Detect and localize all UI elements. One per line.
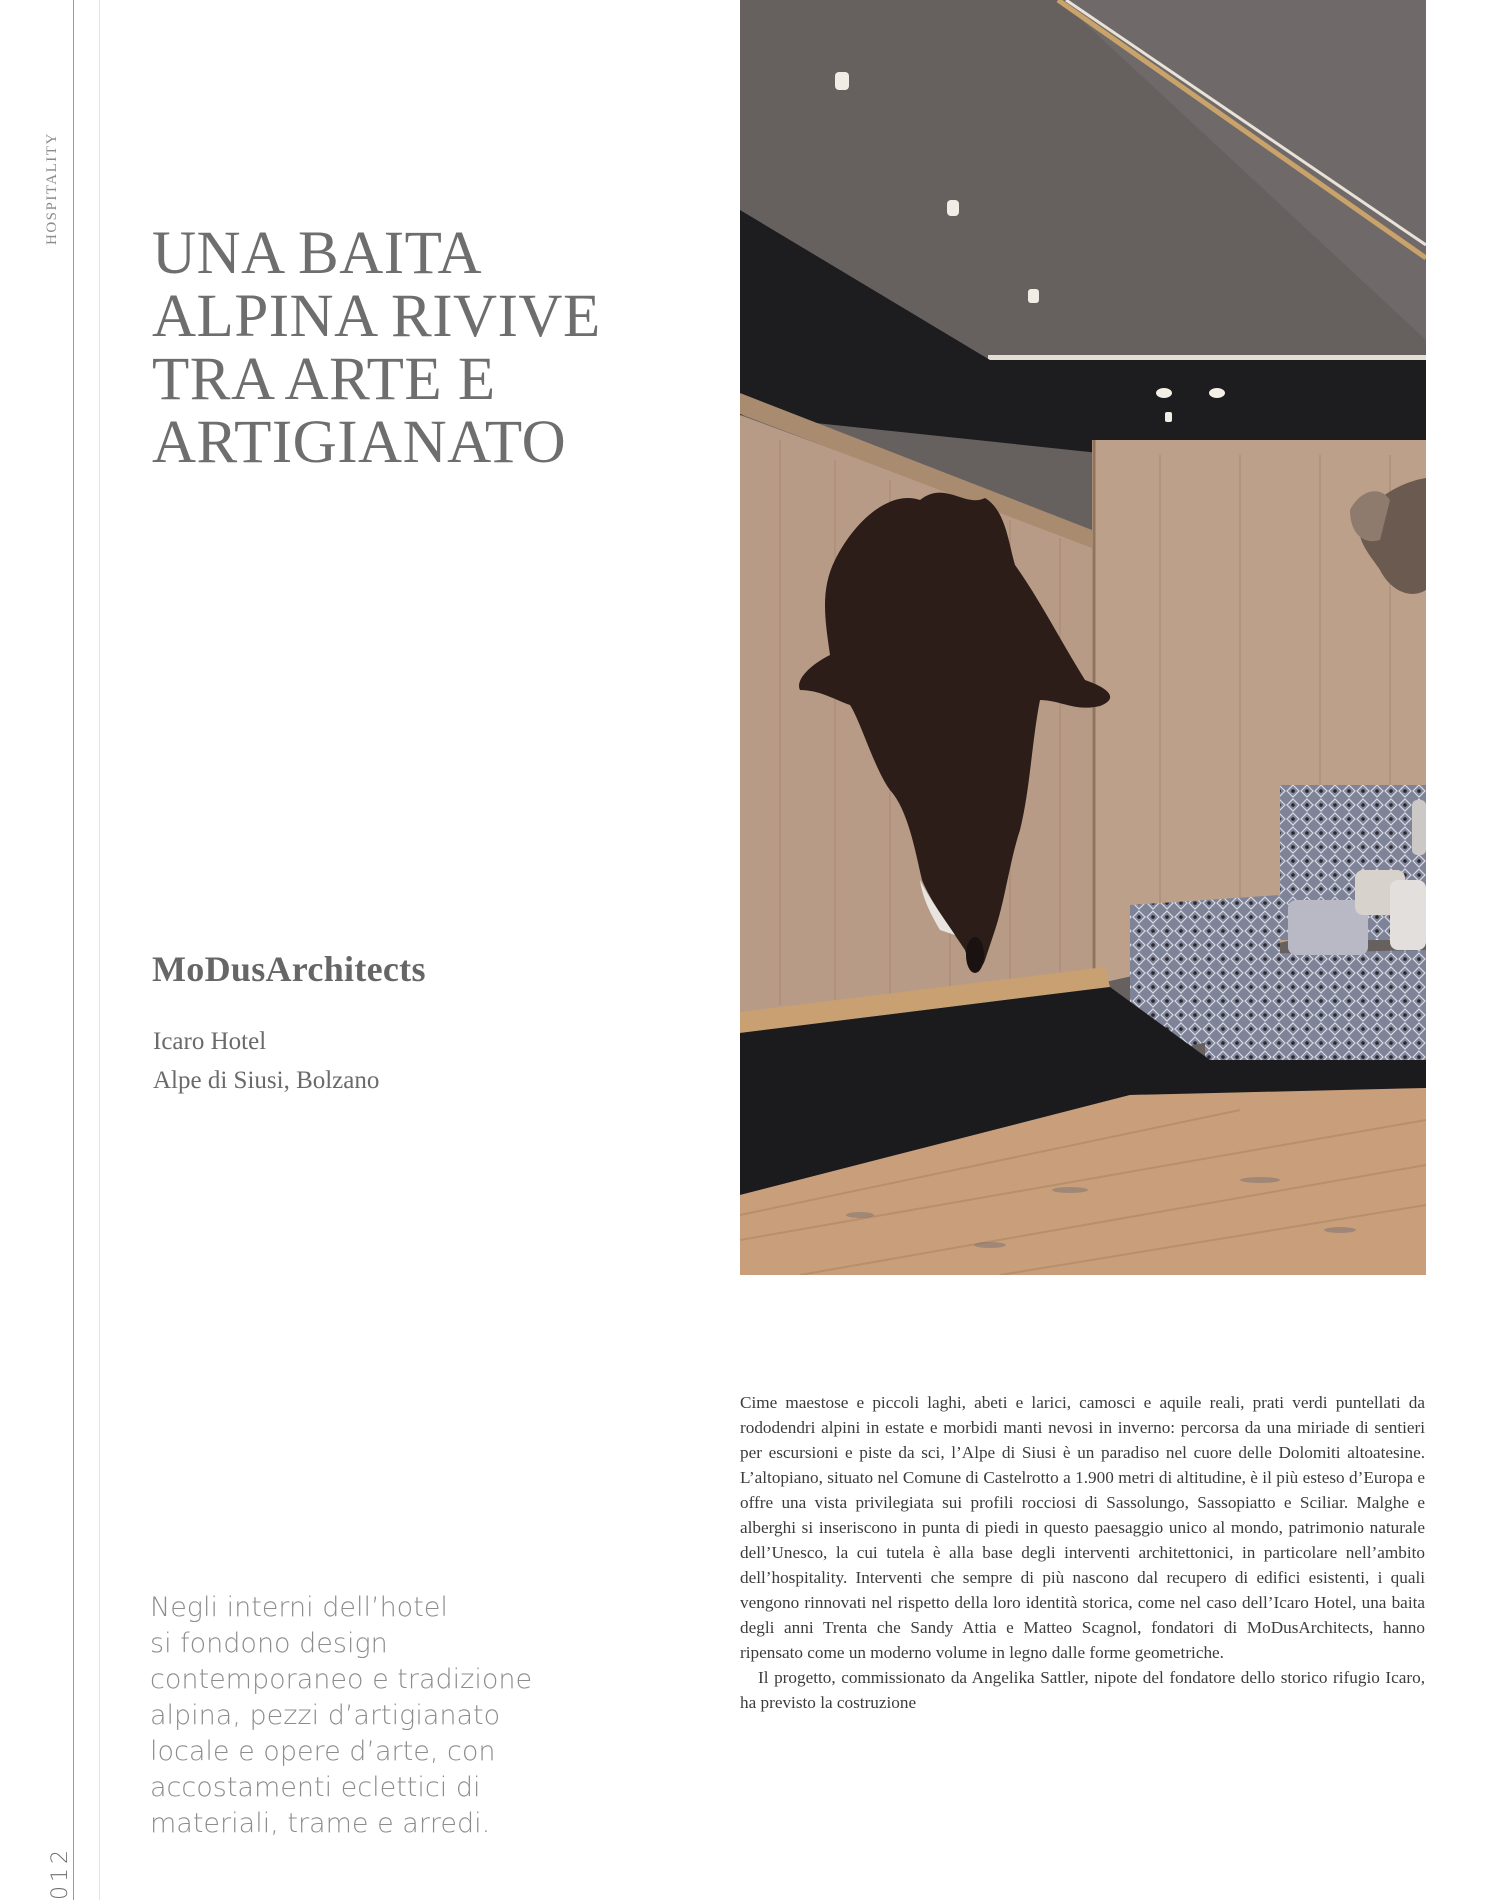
body-paragraph: Il progetto, commissionato da Angelika Sattler, nipote del fondatore dello storico rifugio Icaro, ha previsto la costruzione	[740, 1668, 1425, 1712]
pullquote-line: accostamenti eclettici di	[150, 1772, 481, 1803]
margin-rule	[73, 0, 74, 1900]
pullquote	[150, 1590, 590, 1842]
section-label: HOSPITALITY	[44, 132, 60, 245]
body-paragraph: Cime maestose e piccoli laghi, abeti e larici, camosci e aquile reali, prati verdi puntellati da rododendri alpini in estate e morbidi manti nevosi in inverno: percorsa da una miriade di sentieri per escursioni e piste da sci, l’Alpe di Siusi è un paradiso nel cuore delle Dolomiti altoatesine. L’altopiano, situato nel Comune di Castelrotto a 1.900 metri di altitudine, è il più esteso d’Europa e offre una vista privilegiata sui profili rocciosi di Sassolungo, Sassopiatto e Sciliar. Malghe e alberghi si inseriscono in punta di piedi in questo paesaggio unico al mondo, patrimonio naturale dell’Unesco, la cui tutela è alla base degli interventi architettonici, in particolare nell’ambito dell’hospitality. Interventi che sempre di più nascono dal recupero di edifici esistenti, i quali vengono rinnovati nel rispetto della loro identità storica, come nel caso dell’Icaro Hotel, una baita degli anni Trenta che Sandy Attia e Matteo Scagnol, fondatori di MoDusArchitects, hanno ripensato come un moderno volume in legno dalle forme geometriche.	[740, 1393, 1425, 1662]
interior-photo	[740, 0, 1426, 1275]
project-location: Alpe di Siusi, Bolzano	[153, 1067, 380, 1094]
pullquote-line: si fondono design	[150, 1628, 388, 1659]
page-number: 012	[48, 1846, 73, 1900]
pullquote-line: locale e opere d’arte, con	[150, 1736, 496, 1767]
pullquote-line: Negli interni dell’hotel	[150, 1592, 448, 1623]
margin-rule-secondary	[99, 0, 100, 1900]
title-line: TRA ARTE E	[152, 346, 496, 413]
title-line: UNA BAITA	[152, 220, 483, 287]
article-title	[152, 222, 672, 474]
title-line: ALPINA RIVIVE	[152, 283, 601, 350]
pullquote-line: contemporaneo e tradizione	[150, 1664, 533, 1695]
article-body	[740, 1390, 1425, 1715]
project-info	[153, 1022, 379, 1100]
project-name: Icaro Hotel	[153, 1028, 267, 1055]
pullquote-line: materiali, trame e arredi.	[150, 1808, 491, 1839]
pullquote-line: alpina, pezzi d’artigianato	[150, 1700, 501, 1731]
architect-name: MoDusArchitects	[152, 949, 426, 989]
title-line: ARTIGIANATO	[152, 409, 567, 476]
photo-illustration	[740, 0, 1426, 1275]
